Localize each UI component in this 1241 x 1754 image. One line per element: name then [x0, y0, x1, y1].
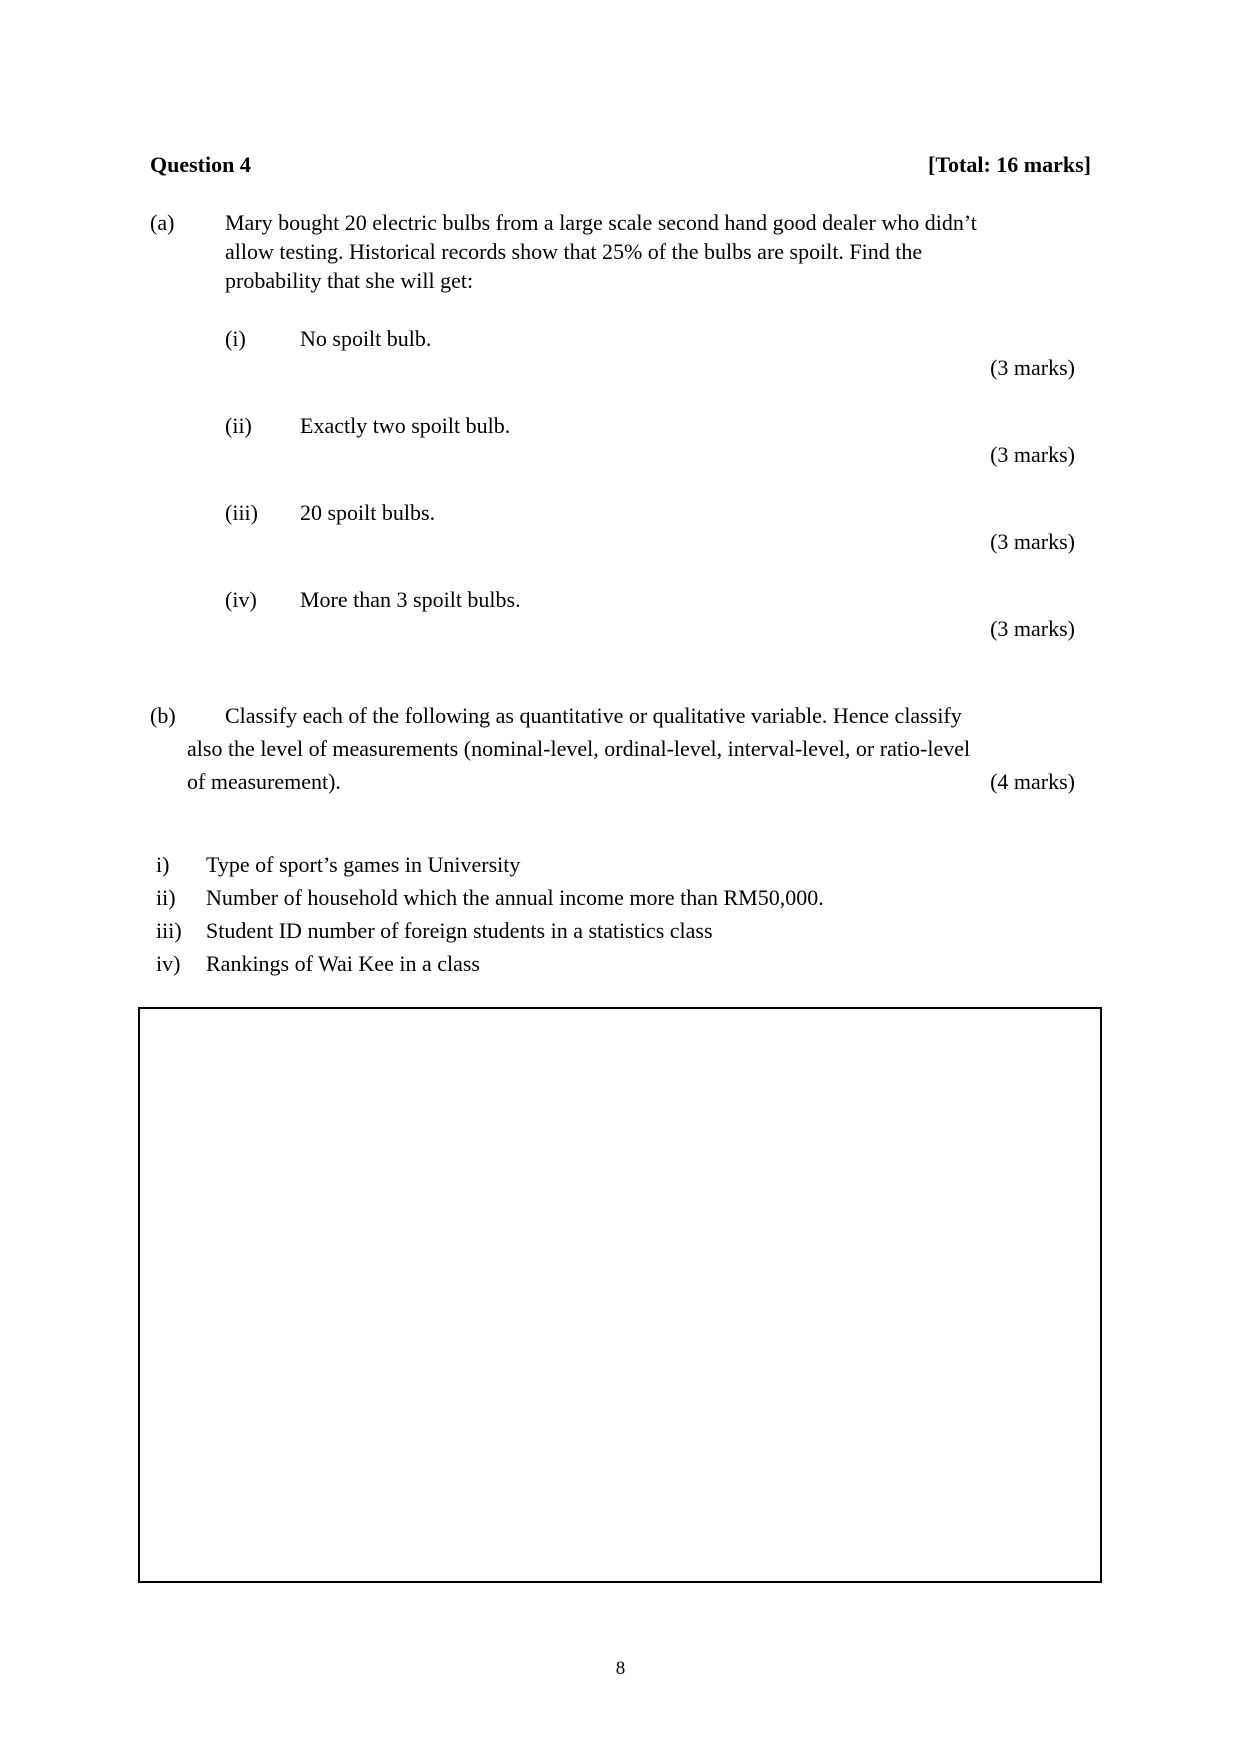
question-title: Question 4 [150, 152, 251, 177]
part-b-item-label: ii) [156, 885, 176, 910]
part-a-item-label: (ii) [225, 413, 252, 438]
part-a-item-label: (i) [225, 326, 246, 351]
total-marks: [Total: 16 marks] [928, 152, 1091, 177]
part-b-marks: (4 marks) [990, 769, 1075, 794]
part-a-label: (a) [150, 210, 175, 235]
part-b-text-line-1: Classify each of the following as quantitative or qualitative variable. Hence classify [225, 703, 962, 728]
part-a-item-text: No spoilt bulb. [300, 326, 432, 351]
page-number: 8 [615, 1658, 626, 1679]
part-a-item-marks: (3 marks) [990, 355, 1075, 380]
part-b-item-text: Number of household which the annual income more than RM50,000. [206, 885, 824, 910]
part-a-item-text: Exactly two spoilt bulb. [300, 413, 511, 438]
part-a-item-text: 20 spoilt bulbs. [300, 500, 436, 525]
part-b-item-text: Student ID number of foreign students in a statistics class [206, 918, 713, 943]
part-a-item-marks: (3 marks) [990, 529, 1075, 554]
part-a-item-text: More than 3 spoilt bulbs. [300, 587, 521, 612]
part-a-text-line-1: Mary bought 20 electric bulbs from a large scale second hand good dealer who didn’t [225, 210, 977, 235]
part-a-item-label: (iv) [225, 587, 257, 612]
part-a-item-label: (iii) [225, 500, 258, 525]
part-b-item-label: iv) [156, 951, 181, 976]
part-a-item-marks: (3 marks) [990, 442, 1075, 467]
part-a-text-line-2: allow testing. Historical records show that 25% of the bulbs are spoilt. Find the [225, 239, 923, 264]
part-b-text-line-2: also the level of measurements (nominal-level, ordinal-level, interval-level, or ratio-level [187, 736, 971, 761]
part-b-label: (b) [150, 703, 176, 728]
part-b-item-label: iii) [156, 918, 182, 943]
answer-box[interactable] [138, 1007, 1102, 1583]
part-b-item-text: Type of sport’s games in University [206, 852, 521, 877]
part-a-text-line-3: probability that she will get: [225, 268, 474, 293]
part-a-item-marks: (3 marks) [990, 616, 1075, 641]
part-b-item-label: i) [156, 852, 170, 877]
part-b-text-line-3: of measurement). [187, 769, 341, 794]
part-b-item-text: Rankings of Wai Kee in a class [206, 951, 480, 976]
